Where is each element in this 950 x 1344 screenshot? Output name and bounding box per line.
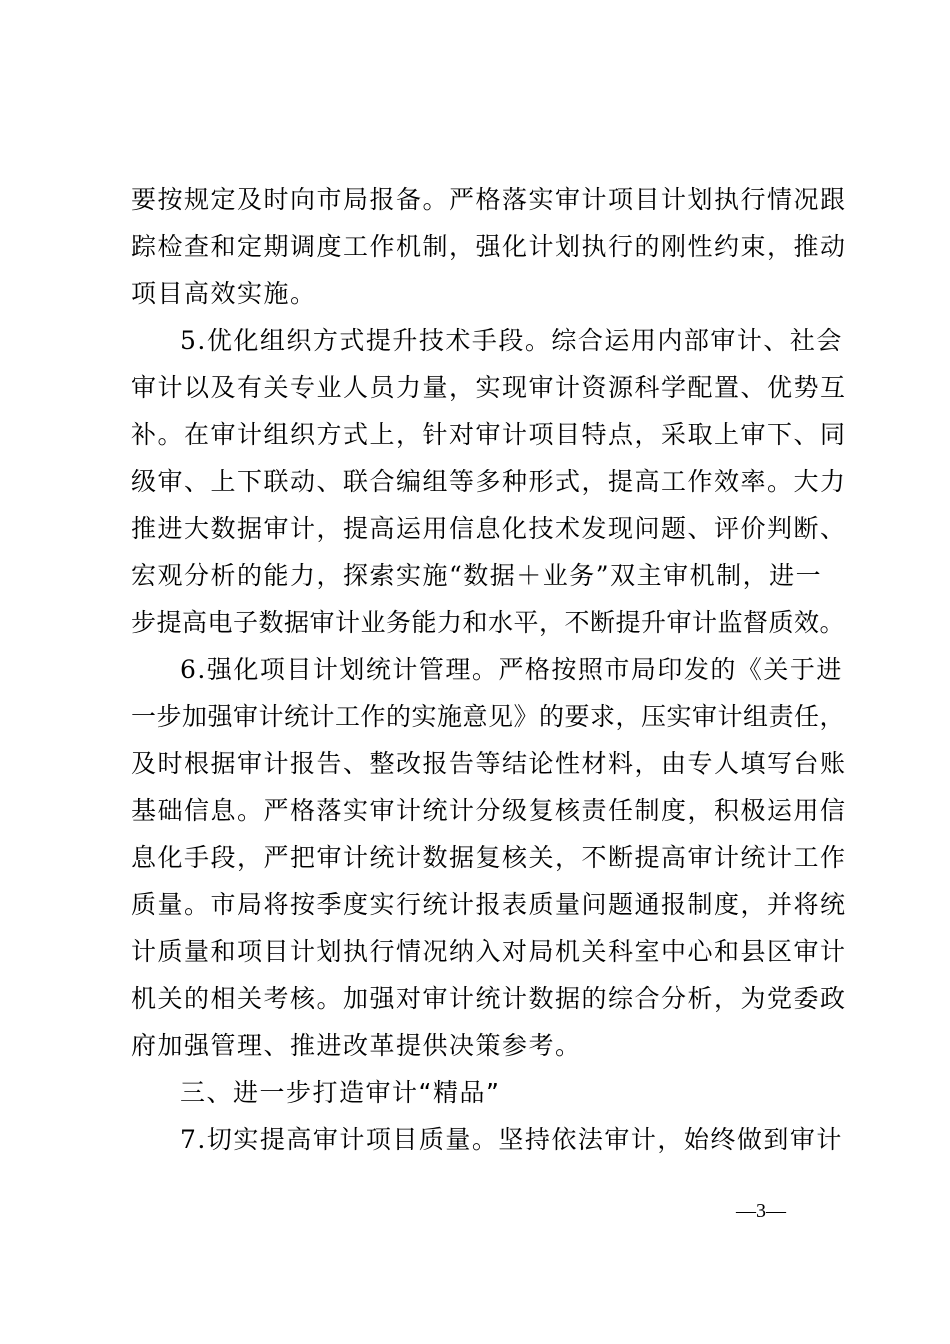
text-line-6: 补。在审计组织方式上，针对审计项目特点，采取上审下、同 [131, 420, 847, 449]
text-line-12: 一步加强审计统计工作的实施意见》的要求，压实审计组责任， [131, 702, 846, 731]
page-number: —3— [736, 1200, 786, 1222]
text-line-17: 计质量和项目计划执行情况纳入对局机关科室中心和县区审计 [131, 937, 847, 966]
paragraph-5-start: 5.优化组织方式提升技术手段。综合运用内部审计、社会 [180, 326, 843, 355]
text-line-18: 机关的相关考核。加强对审计统计数据的综合分析，为党委政 [131, 984, 847, 1013]
text-line-9: 宏观分析的能力，探索实施“数据＋业务”双主审机制，进一 [131, 561, 823, 590]
text-line-16: 质量。市局将按季度实行统计报表质量问题通报制度，并将统 [131, 890, 847, 919]
text-line-1: 要按规定及时向市局报备。严格落实审计项目计划执行情况跟 [131, 185, 847, 214]
text-line-19: 府加强管理、推进改革提供决策参考。 [131, 1031, 582, 1060]
text-line-2: 踪检查和定期调度工作机制，强化计划执行的刚性约束，推动 [131, 232, 847, 261]
text-line-5: 审计以及有关专业人员力量，实现审计资源科学配置、优势互 [131, 373, 847, 402]
text-line-8: 推进大数据审计，提高运用信息化技术发现问题、评价判断、 [131, 514, 847, 543]
paragraph-7-start: 7.切实提高审计项目质量。坚持依法审计，始终做到审计 [180, 1125, 843, 1154]
text-line-15: 息化手段，严把审计统计数据复核关，不断提高审计统计工作 [131, 843, 847, 872]
text-line-7: 级审、上下联动、联合编组等多种形式，提高工作效率。大力 [131, 467, 847, 496]
section-heading-3: 三、进一步打造审计“精品” [180, 1078, 501, 1107]
paragraph-6-start: 6.强化项目计划统计管理。严格按照市局印发的《关于进 [180, 655, 843, 684]
text-line-10: 步提高电子数据审计业务能力和水平，不断提升审计监督质效。 [131, 608, 846, 637]
text-line-13: 及时根据审计报告、整改报告等结论性材料，由专人填写台账 [131, 749, 847, 778]
text-line-3: 项目高效实施。 [131, 279, 317, 308]
text-line-14: 基础信息。严格落实审计统计分级复核责任制度，积极运用信 [131, 796, 847, 825]
